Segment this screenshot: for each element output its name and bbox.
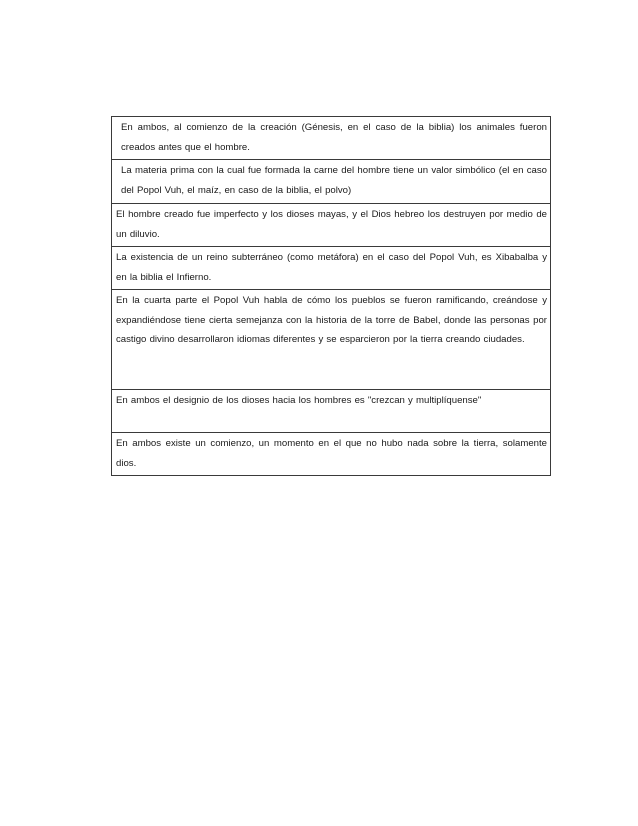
table-cell: En la cuarta parte el Popol Vuh habla de cómo los pueblos se fueron ramificando, creándose y expandiéndose tiene cierta semejanza con la historia de la torre de Babel, donde las personas por castigo divino desarrollaron idiomas diferentes y se esparcieron por la tierra creando ciudades. bbox=[112, 290, 551, 390]
table-row bbox=[112, 160, 551, 204]
table-cell: En ambos existe un comienzo, un momento en el que no hubo nada sobre la tierra, solamente dios. bbox=[112, 433, 551, 476]
table-cell: En ambos el designio de los dioses hacia los hombres es "crezcan y multiplíquense" bbox=[112, 390, 551, 433]
table-cell: El hombre creado fue imperfecto y los dioses mayas, y el Dios hebreo los destruyen por medio de un diluvio. bbox=[112, 204, 551, 247]
table-row bbox=[112, 204, 551, 247]
table-row bbox=[112, 433, 551, 476]
table-row bbox=[112, 247, 551, 290]
comparison-table bbox=[111, 116, 551, 476]
table-cell: La existencia de un reino subterráneo (como metáfora) en el caso del Popol Vuh, es Xibabalba y en la biblia el Infierno. bbox=[112, 247, 551, 290]
table-cell: En ambos, al comienzo de la creación (Génesis, en el caso de la biblia) los animales fueron creados antes que el hombre. bbox=[112, 117, 551, 160]
table-row bbox=[112, 290, 551, 390]
table-row bbox=[112, 390, 551, 433]
table-cell: La materia prima con la cual fue formada la carne del hombre tiene un valor simbólico (el en caso del Popol Vuh, el maíz, en caso de la biblia, el polvo) bbox=[112, 160, 551, 204]
table-row bbox=[112, 117, 551, 160]
